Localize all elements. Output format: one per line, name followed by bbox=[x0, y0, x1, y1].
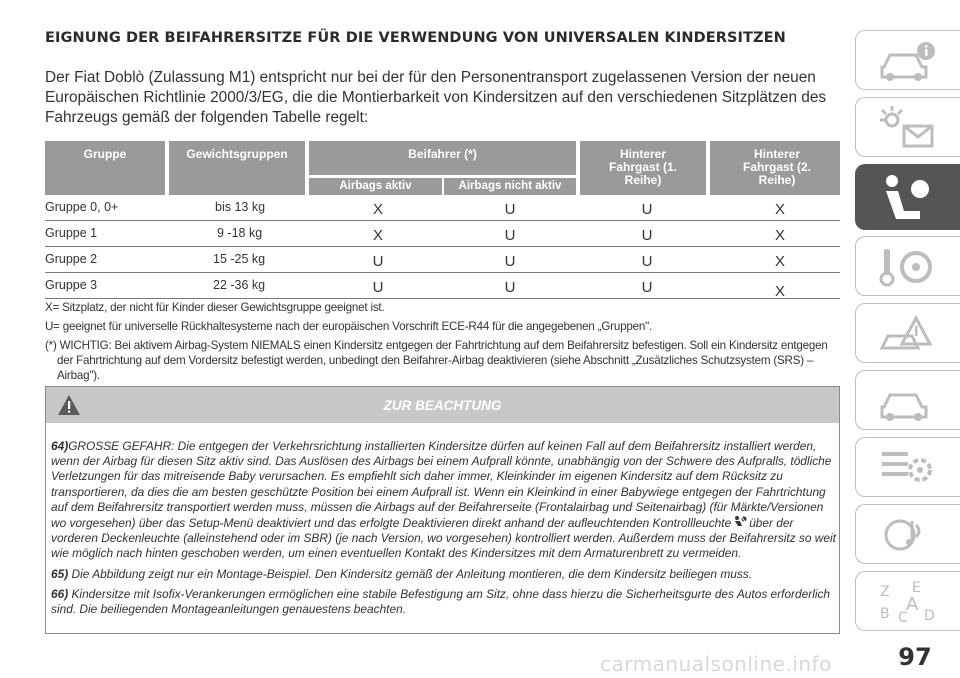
warning-title: ZUR BEACHTUNG bbox=[383, 398, 502, 413]
cell-value: X bbox=[774, 227, 785, 244]
header-airbag-off: Airbags nicht aktiv bbox=[444, 178, 576, 195]
header-hinten-2: Hinterer Fahrgast (2. Reihe) bbox=[710, 141, 840, 195]
note-u: U= geeignet für universelle Rückhaltesysteme nach der europäischen Vorschrift ECE-R44 für die angegebenen „Gruppen". bbox=[45, 320, 653, 333]
cell-value: U bbox=[641, 201, 653, 218]
index-icon bbox=[876, 578, 940, 626]
watermark: carmanualsonline.info bbox=[600, 652, 832, 676]
tab-warning-lights[interactable] bbox=[855, 97, 960, 157]
service-tools-icon bbox=[876, 444, 940, 492]
cell-gewicht: 22 -36 kg bbox=[213, 278, 266, 292]
breakdown-icon bbox=[876, 310, 940, 358]
cell-value: U bbox=[504, 227, 516, 244]
header-hinten-1: Hinterer Fahrgast (1. Reihe) bbox=[580, 141, 706, 195]
steering-key-icon bbox=[876, 243, 940, 291]
cell-gruppe: Gruppe 0, 0+ bbox=[45, 200, 119, 214]
seat-airbag-icon bbox=[876, 171, 940, 225]
table-notes bbox=[45, 300, 840, 387]
multimedia-icon bbox=[876, 511, 940, 559]
cell-value: U bbox=[372, 279, 384, 296]
table-row bbox=[45, 195, 840, 221]
tab-starting-driving[interactable] bbox=[855, 236, 960, 296]
tab-index[interactable] bbox=[855, 571, 960, 631]
svg-text:Z: Z bbox=[880, 584, 890, 600]
note-x: X= Sitzplatz, der nicht für Kinder dieser Gewichtsgruppe geeignet ist. bbox=[45, 301, 385, 314]
warning-lights-icon bbox=[876, 104, 940, 152]
cell-value: U bbox=[641, 253, 653, 270]
warning-header bbox=[46, 387, 839, 423]
cell-value: X bbox=[774, 201, 785, 218]
warning-body bbox=[51, 439, 837, 622]
header-airbag-on: Airbags aktiv bbox=[309, 178, 442, 195]
warning-text: Die Abbildung zeigt nur ein Montage-Beispiel. Den Kindersitz gemäß der Anleitung montieren, die dem Kindersitz beiliegen muss. bbox=[71, 566, 753, 581]
warning-item-65 bbox=[51, 567, 837, 582]
table-row bbox=[45, 221, 840, 247]
section-heading: EIGNUNG DER BEIFAHRERSITZE FÜR DIE VERWENDUNG VON UNIVERSALEN KINDERSITZEN bbox=[45, 30, 786, 46]
car-service-icon bbox=[876, 377, 940, 425]
table-row bbox=[45, 247, 840, 273]
tab-maintenance[interactable] bbox=[855, 370, 960, 430]
cell-gewicht: 9 -18 kg bbox=[217, 226, 263, 240]
intro-paragraph: Der Fiat Doblò (Zulassung M1) entspricht nur bei der für den Personentransport zugelassenen Version der neuen Europäischen Richtlinie 2000/3/EG, die die Montierbarkeit von Kindersitzen auf den verschiedenen Sitzplätzen des Fahrzeugs gemäß der folgenden Tabelle regelt: bbox=[45, 69, 827, 126]
cell-value: U bbox=[504, 201, 516, 218]
svg-text:E: E bbox=[912, 580, 921, 596]
warning-item-64 bbox=[51, 439, 837, 562]
cell-value: X bbox=[372, 227, 383, 244]
warning-number: 64) bbox=[51, 439, 69, 453]
cell-value: U bbox=[641, 227, 653, 244]
page-number: 97 bbox=[898, 643, 932, 671]
warning-text: GROSSE GEFAHR: Die entgegen der Verkehrsrichtung installierten Kindersitze dürfen auf keinen Fall auf dem Beifahrersitz installiert werden, wenn der Airbag für diesen Sitz aktiv sind. Das Auslösen des Airbags bei einem Aufprall könnte, unabhängig von der Schwere des Aufpralls, tödliche Verletzungen für das mitreisende Baby verursachen. Es empfiehlt sich daher immer, Kleinkinder im eigenen Kindersitz auf dem Rücksitz zu transportieren, da dies die am besten geschützte Position bei einem Aufprall ist. Wenn ein Kleinkind in einer Babywiege entgegen der Fahrtrichtung auf dem Beifahrersitz transportiert werden muss, müssen die Airbags auf der Beifahrerseite (Frontalairbag und Seitenairbag) (für Märkte/Versionen wo vorgesehen) über das Setup-Menü deaktiviert und das erfolgte Deaktivieren direkt anhand der aufleuchtenden Kontrollleuchte bbox=[51, 439, 832, 531]
warning-number: 65) bbox=[51, 566, 69, 581]
svg-text:C: C bbox=[898, 610, 908, 626]
cell-gruppe: Gruppe 2 bbox=[45, 252, 98, 266]
tab-technical-data[interactable] bbox=[855, 437, 960, 497]
svg-text:B: B bbox=[880, 606, 890, 622]
warning-text: über der vorderen Deckenleuchte (alleinstehend oder im SBR) (je nach Version, wo vorgesehen) kontrolliert werden. Außerdem muss der Beifahrersitz so weit wie möglich nach hinten geschoben werden, um einen eventuellen Kontakt des Kindersitzes mit dem Armaturenbrett zu vermeiden. bbox=[51, 516, 836, 561]
svg-text:A: A bbox=[906, 594, 919, 615]
table-row bbox=[45, 273, 840, 299]
warning-number: 66) bbox=[51, 586, 69, 601]
cell-gruppe: Gruppe 3 bbox=[45, 278, 98, 292]
tab-multimedia[interactable] bbox=[855, 504, 960, 564]
header-gewicht: Gewichtsgruppen bbox=[169, 141, 305, 195]
cell-value: X bbox=[774, 283, 785, 300]
airbag-off-icon bbox=[733, 515, 747, 528]
tab-emergency[interactable] bbox=[855, 303, 960, 363]
warning-text: Kindersitze mit Isofix-Verankerungen ermöglichen eine stabile Befestigung am Sitz, ohne dass hierzu die Sicherheitsgurte des Autos erforderlich sind. Die beiliegenden Montageanleitungen genauestens beachten. bbox=[51, 586, 831, 617]
cell-value: U bbox=[641, 279, 653, 296]
svg-text:D: D bbox=[924, 608, 935, 624]
header-gruppe: Gruppe bbox=[45, 141, 165, 195]
note-important: (*) WICHTIG: Bei aktivem Airbag-System NIEMALS einen Kindersitz entgegen der Fahrtrichtung auf dem Beifahrersitz befestigen. Soll ein Kindersitz entgegen der Fahrtrichtung auf dem Vordersitz befestigt werden, unbedingt den Beifahrer-Airbag deaktivieren (siehe Abschnitt „Zusätzliches Schutzsystem (SRS) – Airbag"). bbox=[45, 339, 828, 382]
cell-gewicht: bis 13 kg bbox=[215, 200, 266, 214]
cell-gruppe: Gruppe 1 bbox=[45, 226, 98, 240]
car-info-icon bbox=[876, 37, 940, 85]
cell-value: X bbox=[774, 253, 785, 270]
tab-safety[interactable] bbox=[855, 164, 960, 230]
header-beifahrer: Beifahrer (*) bbox=[309, 141, 576, 175]
tab-car-info[interactable] bbox=[855, 30, 960, 90]
cell-value: U bbox=[372, 253, 384, 270]
table-header bbox=[45, 141, 840, 195]
warning-box bbox=[45, 386, 840, 634]
warning-item-66 bbox=[51, 587, 837, 617]
cell-value: X bbox=[372, 201, 383, 218]
cell-value: U bbox=[504, 279, 516, 296]
cell-gewicht: 15 -25 kg bbox=[213, 252, 266, 266]
cell-value: U bbox=[504, 253, 516, 270]
